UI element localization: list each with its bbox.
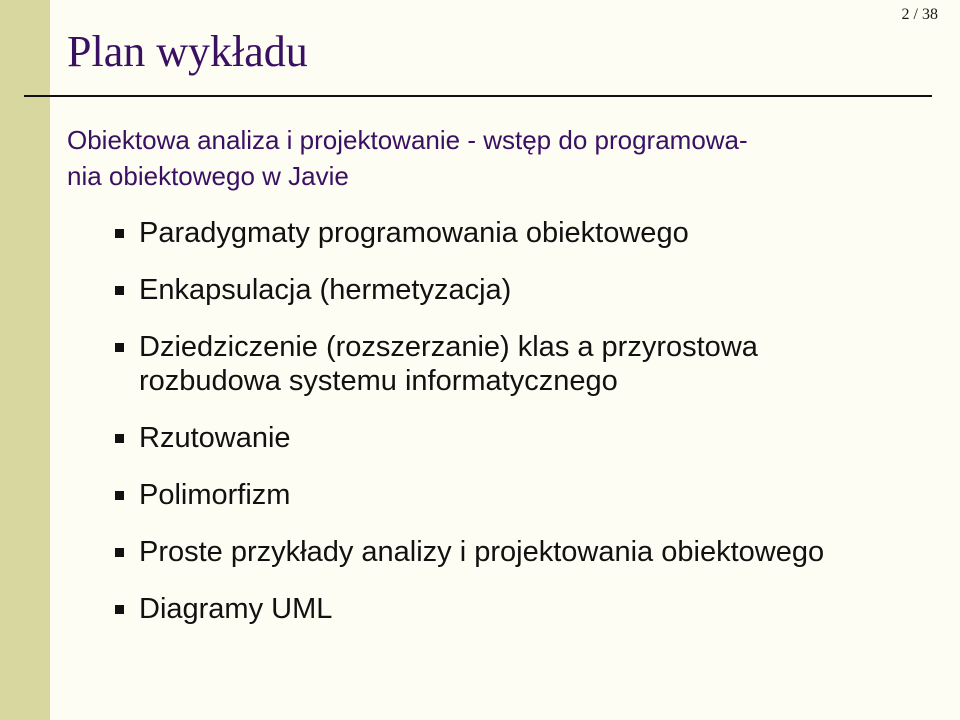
bullet-item bbox=[112, 478, 932, 512]
slide-title: Plan wykładu bbox=[67, 27, 308, 76]
bullet-text: Diagramy UML bbox=[139, 593, 333, 625]
square-bullet-icon bbox=[115, 286, 124, 295]
bullet-text: Rzutowanie bbox=[139, 422, 291, 454]
square-bullet-icon bbox=[115, 548, 124, 557]
square-bullet-icon bbox=[115, 229, 124, 238]
bullet-text: Proste przykłady analizy i projektowania obiektowego bbox=[139, 536, 825, 568]
intro-text bbox=[67, 122, 907, 194]
bullet-list bbox=[112, 216, 932, 649]
bullet-item bbox=[112, 421, 932, 455]
square-bullet-icon bbox=[115, 343, 124, 352]
bullet-item bbox=[112, 535, 932, 569]
bullet-text: Dziedziczenie (rozszerzanie) klas a przyrostowa bbox=[139, 331, 758, 363]
bullet-item bbox=[112, 273, 932, 307]
square-bullet-icon bbox=[115, 491, 124, 500]
bullet-text-continuation: rozbudowa systemu informatycznego bbox=[139, 365, 618, 397]
side-band bbox=[0, 0, 50, 720]
square-bullet-icon bbox=[115, 605, 124, 614]
intro-line: Obiektowa analiza i projektowanie - wstęp do programowa- bbox=[67, 125, 748, 155]
page-number: 2 / 38 bbox=[901, 6, 938, 23]
bullet-text: Paradygmaty programowania obiektowego bbox=[139, 217, 689, 249]
bullet-text: Enkapsulacja (hermetyzacja) bbox=[139, 274, 512, 306]
bullet-item bbox=[112, 592, 932, 626]
title-divider bbox=[24, 95, 932, 97]
bullet-text: Polimorfizm bbox=[139, 479, 291, 511]
square-bullet-icon bbox=[115, 434, 124, 443]
bullet-item bbox=[112, 330, 932, 398]
bullet-item bbox=[112, 216, 932, 250]
intro-line: nia obiektowego w Javie bbox=[67, 161, 349, 191]
